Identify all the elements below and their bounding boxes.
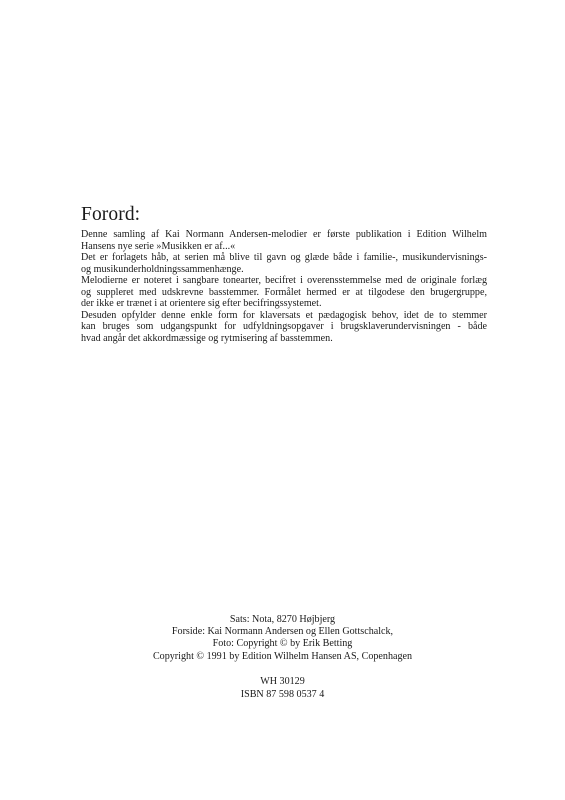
photo-credit: Foto: Copyright © by Erik Betting	[212, 638, 353, 650]
paragraph-line: og suppleret med udskrevne basstemmer. Formålet hermed er at tilgodese den brugergruppe,	[81, 286, 487, 298]
foreword-paragraph	[81, 310, 487, 345]
paragraph-line: hvad angår det akkordmæssige og rytmisering af basstemmen.	[81, 332, 333, 344]
paragraph-line: Desuden opfylder denne enkle form for klaversats et pædagogisk behov, idet de to stemmer	[81, 309, 487, 321]
paragraph-line: Det er forlagets håb, at serien må blive til gavn og glæde både i familie-, musikundervisnings-	[81, 252, 487, 263]
copyright-notice: Copyright © 1991 by Edition Wilhelm Hansen AS, Copenhagen	[152, 650, 413, 662]
foreword-paragraph	[81, 229, 487, 252]
isbn-number: ISBN 87 598 0537 4	[240, 688, 325, 700]
paragraph-line: Melodierne er noteret i sangbare tonearter, becifret i overensstemmelse med de originale forlæg	[81, 275, 487, 286]
paragraph-line: og musikunderholdningssammenhænge.	[81, 263, 244, 275]
cover-credit: Forside: Kai Normann Andersen og Ellen Gottschalck,	[171, 626, 394, 638]
foreword-section	[81, 203, 487, 344]
publication-credits	[0, 614, 565, 663]
paragraph-line: Denne samling af Kai Normann Andersen-melodier er første publikation i Edition Wilhelm	[81, 229, 487, 240]
paragraph-line: der ikke er trænet i at orientere sig efter becifringssystemet.	[81, 298, 322, 309]
paragraph-line: kan bruges som udgangspunkt for udfyldningsopgaver i brugsklaverundervisningen - både	[81, 321, 487, 332]
foreword-heading: Forord:	[81, 204, 141, 225]
publication-references	[0, 676, 565, 701]
paragraph-line: Hansens nye serie »Musikken er af...«	[81, 240, 236, 252]
catalog-number: WH 30129	[260, 676, 305, 687]
foreword-paragraph	[81, 252, 487, 275]
foreword-paragraph	[81, 275, 487, 310]
typesetting-credit: Sats: Nota, 8270 Højbjerg	[229, 614, 336, 625]
